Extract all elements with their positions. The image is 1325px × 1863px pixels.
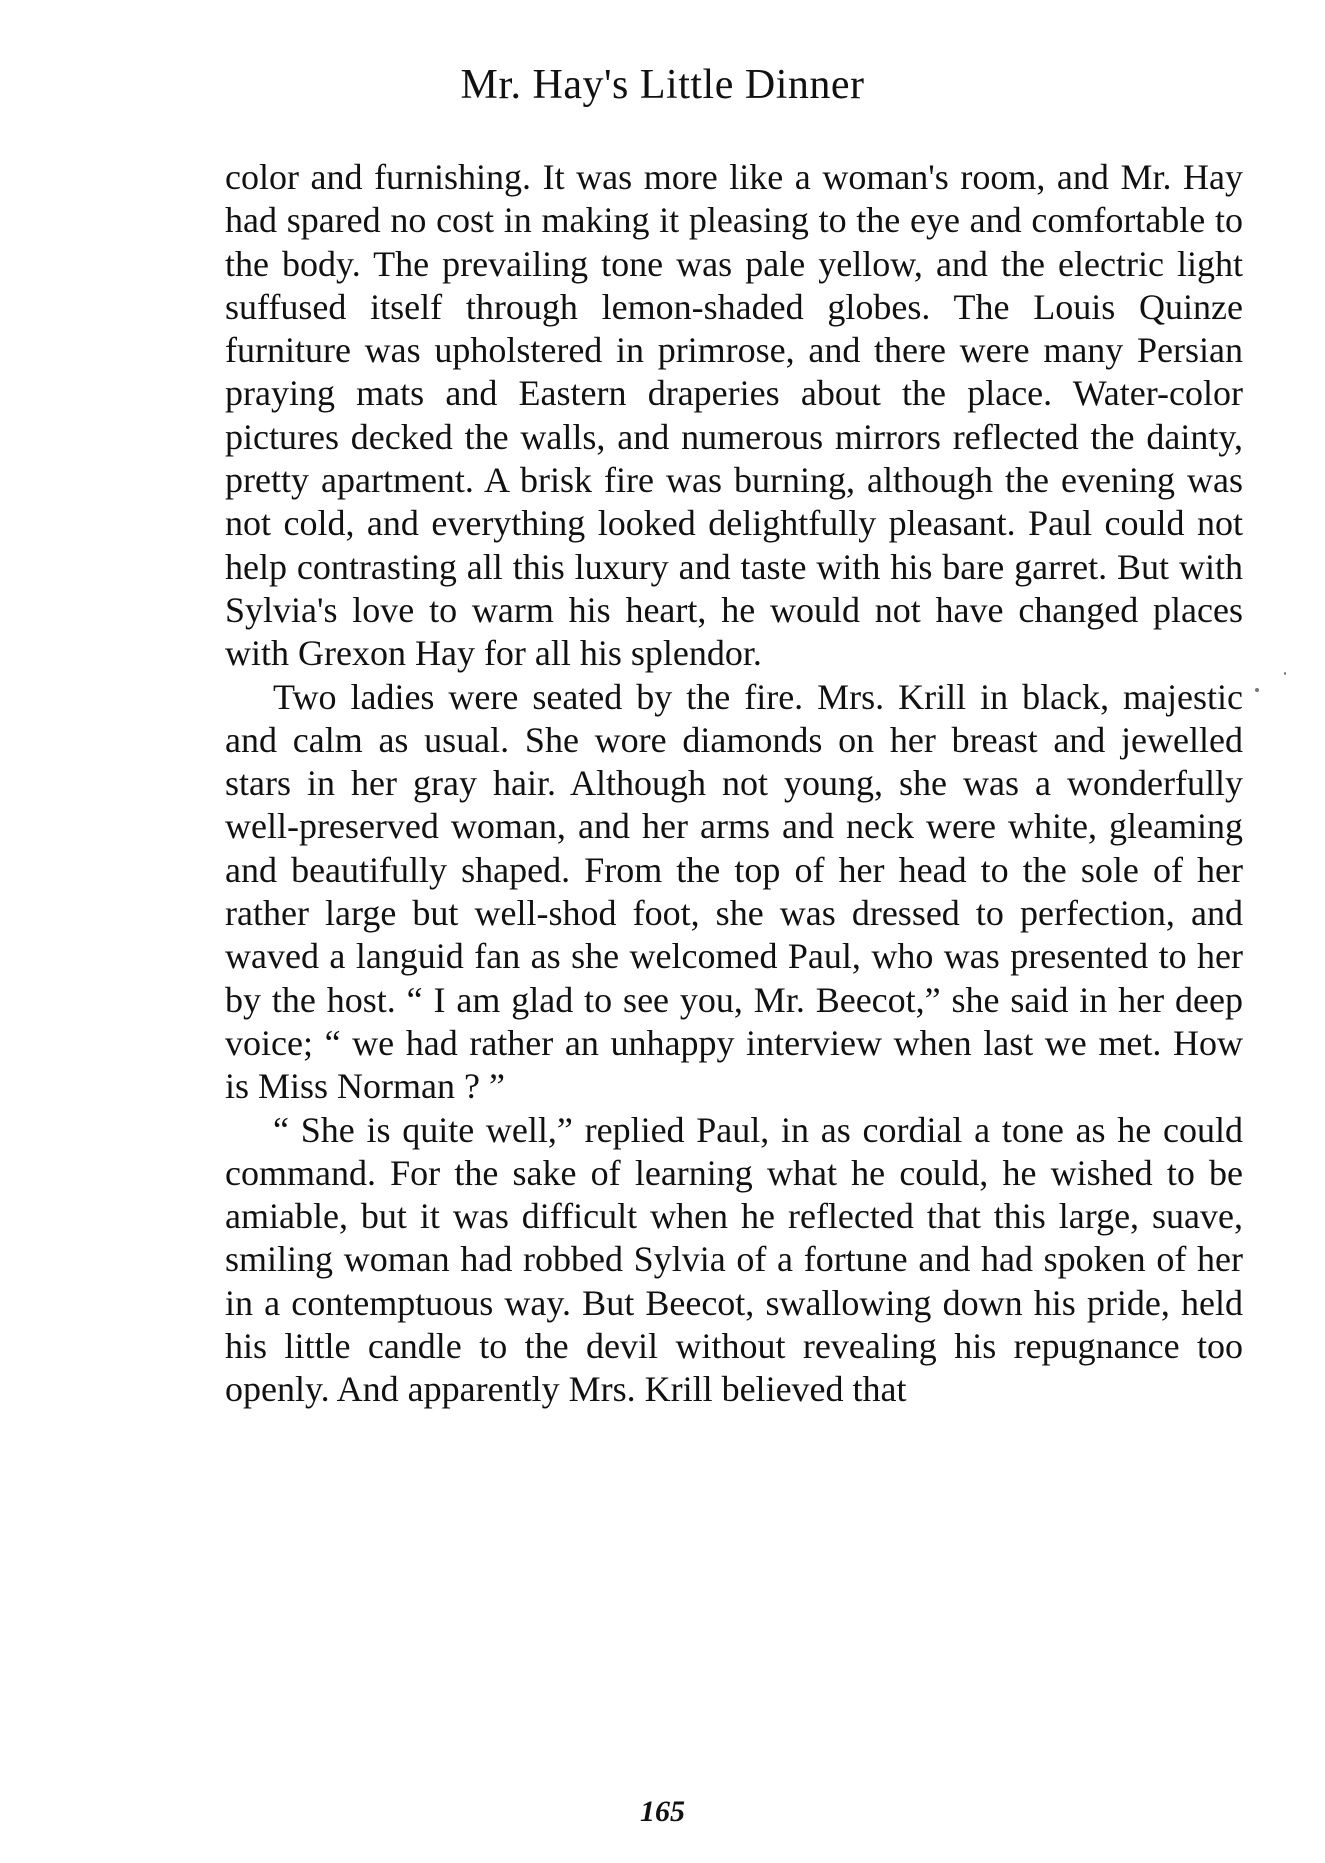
print-speck [1255,688,1259,692]
running-head: Mr. Hay's Little Dinner [460,62,865,108]
body-text [225,156,1243,1412]
print-speck [1284,672,1286,675]
page-number: 165 [640,1795,685,1828]
paragraph-1: color and furnishing. It was more like a woman's room, and Mr. Hay had spared no cost in making it pleasing to the eye and comfortable to the body. The prevailing tone was pale yellow, and the electric light suffused itself through lemon-shaded globes. The Louis Quinze furniture was upholstered in primrose, and there were many Persian praying mats and Eastern draperies about the place. Water-color pictures decked the walls, and numerous mirrors reflected the dainty, pretty apartment. A brisk fire was burning, although the evening was not cold, and everything looked delightfully pleasant. Paul could not help contrasting all this luxury and taste with his bare garret. But with Sylvia's love to warm his heart, he would not have changed places with Grexon Hay for all his splendor. [225,157,1243,674]
paragraph-3: “ She is quite well,” replied Paul, in as cordial a tone as he could command. For the sake of learning what he could, he wished to be amiable, but it was difficult when he reflected that this large, suave, smiling woman had robbed Sylvia of a fortune and had spoken of her in a contemptuous way. But Beecot, swallowing down his pride, held his little candle to the devil without revealing his repugnance too openly. And apparently Mrs. Krill believed that [225,1109,1243,1410]
paragraph-2: Two ladies were seated by the fire. Mrs. Krill in black, majestic and calm as usual. She wore diamonds on her breast and jewelled stars in her gray hair. Although not young, she was a wonderfully well-preserved woman, and her arms and neck were white, gleaming and beautifully shaped. From the top of her head to the sole of her rather large but well-shod foot, she was dressed to perfection, and waved a languid fan as she welcomed Paul, who was presented to her by the host. “ I am glad to see you, Mr. Beecot,” she said in her deep voice; “ we had rather an unhappy interview when last we met. How is Miss Norman ? ” [225,676,1243,1107]
